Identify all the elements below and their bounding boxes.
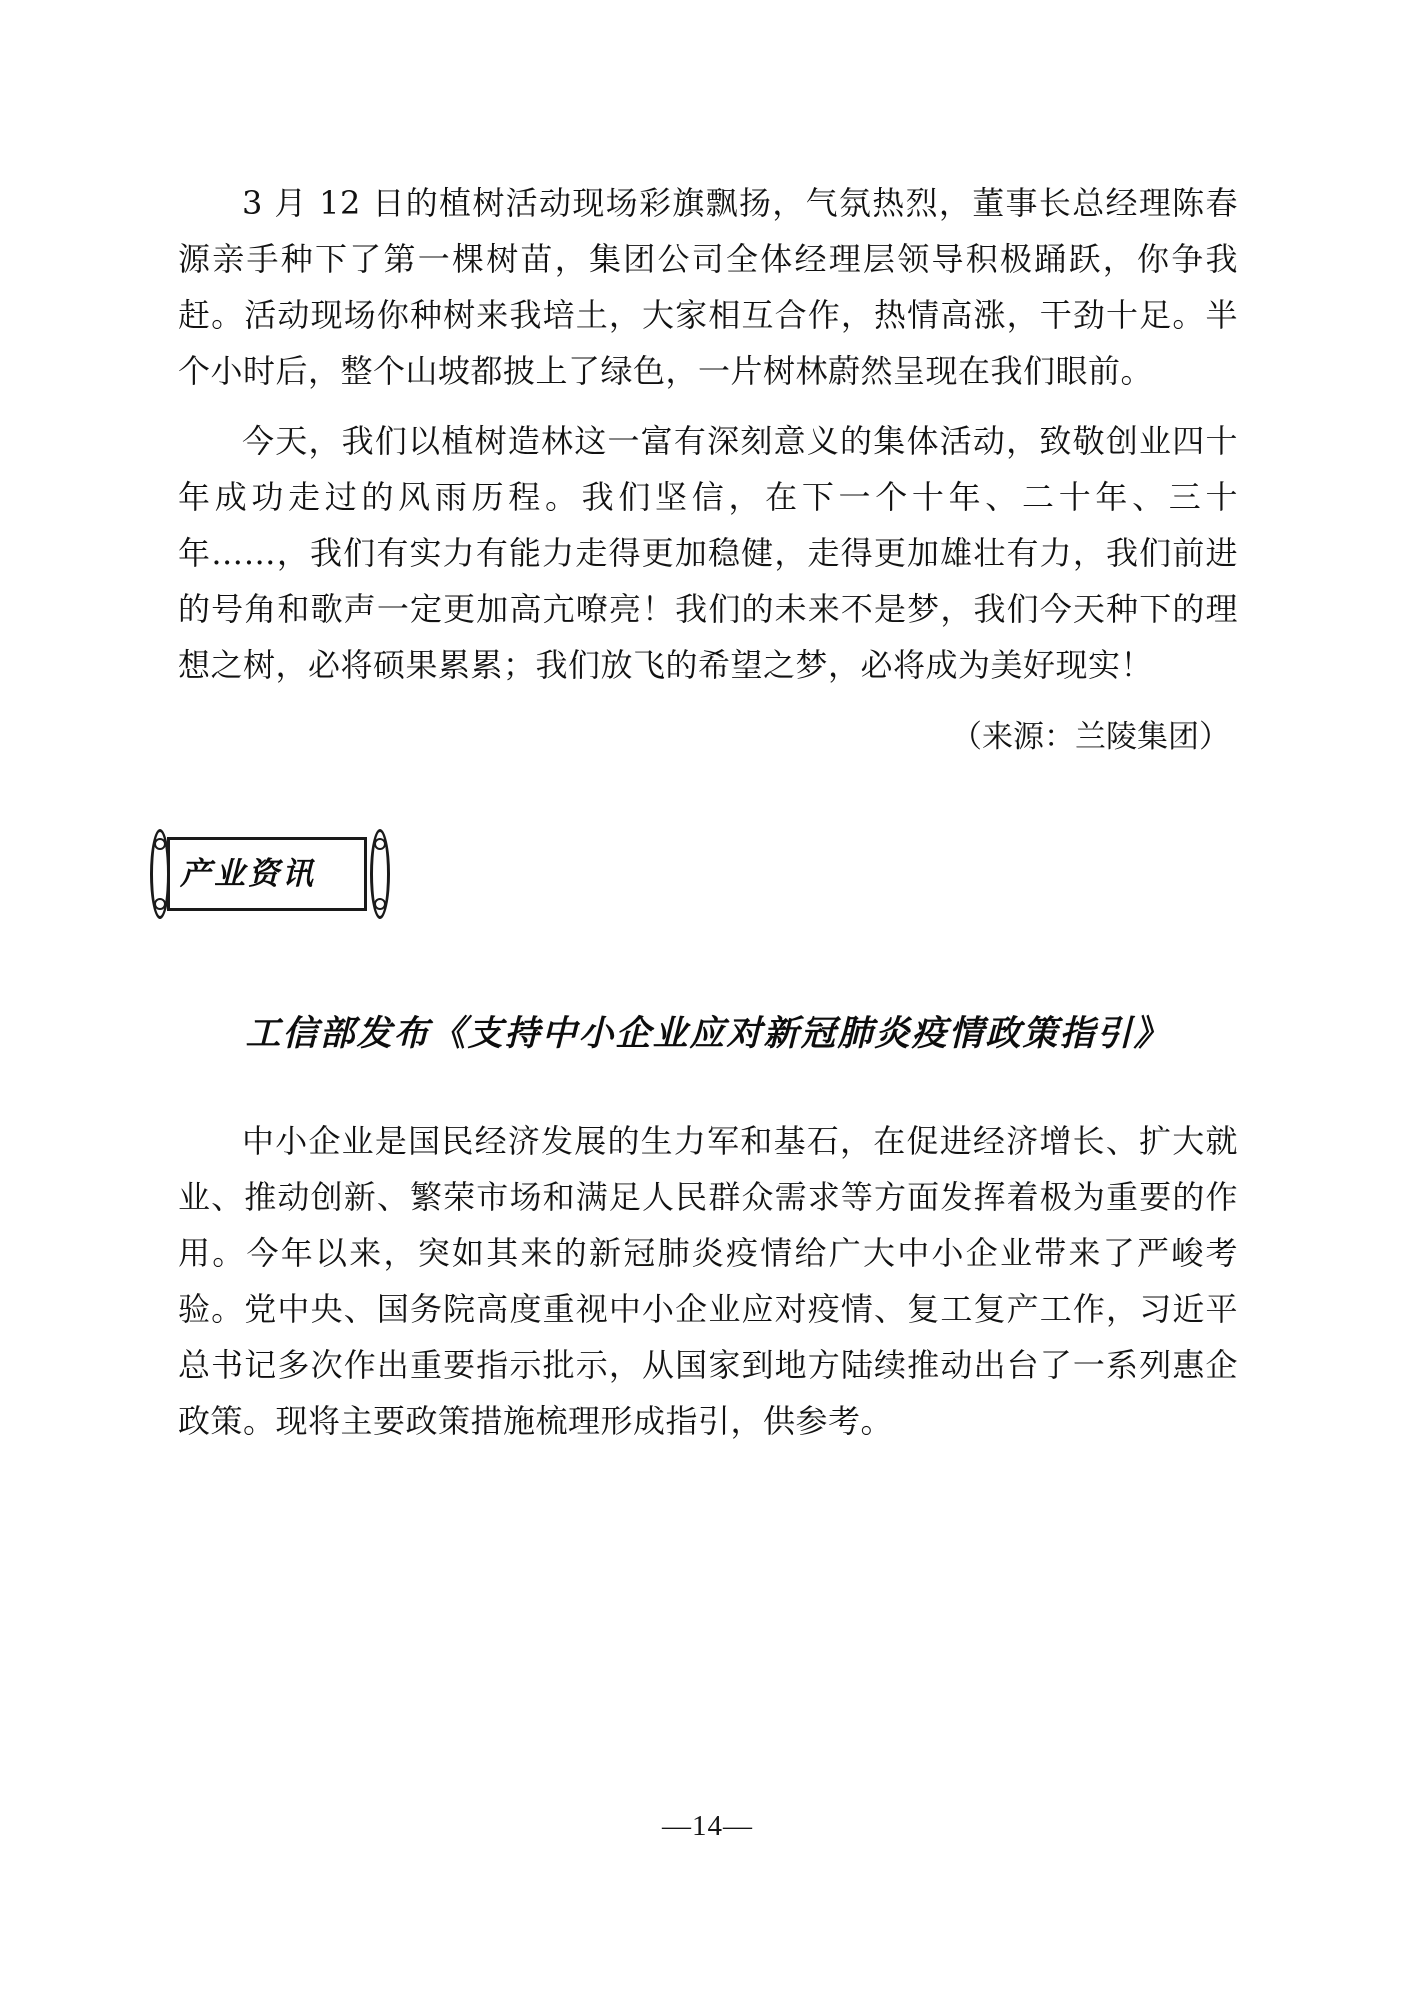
paragraph: 3 月 12 日的植树活动现场彩旗飘扬，气氛热烈，董事长总经理陈春源亲手种下了第一棵树苗，集团公司全体经理层领导积极踊跃，你争我赶。活动现场你种树来我培土，大家相互合作，热情高涨，干劲十足。半个小时后，整个山坡都披上了绿色，一片树林蔚然呈现在我们眼前。	[178, 184, 1238, 390]
paragraph: 今天，我们以植树造林这一富有深刻意义的集体活动，致敬创业四十年成功走过的风雨历程。我们坚信，在下一个十年、二十年、三十年……，我们有实力有能力走得更加稳健，走得更加雄壮有力，我们前进的号角和歌声一定更加高亢嘹亮！我们的未来不是梦，我们今天种下的理想之树，必将硕果累累；我们放飞的希望之梦，必将成为美好现实！	[178, 422, 1238, 684]
banner-scroll-right-icon	[370, 829, 390, 919]
source-attribution: （来源：兰陵集团）	[951, 719, 1230, 755]
page-content	[178, 175, 1238, 1449]
scroll-knot-icon	[154, 898, 166, 910]
article-body	[178, 1113, 1238, 1449]
scroll-knot-icon	[374, 838, 386, 850]
banner-scroll-left-icon	[150, 829, 170, 919]
section-banner-label: 产业资讯	[180, 856, 316, 892]
article-title: 工信部发布《支持中小企业应对新冠肺炎疫情政策指引》	[245, 1013, 1171, 1054]
scroll-knot-icon	[374, 898, 386, 910]
scroll-knot-icon	[154, 838, 166, 850]
paragraph: 中小企业是国民经济发展的生力军和基石，在促进经济增长、扩大就业、推动创新、繁荣市场和满足人民群众需求等方面发挥着极为重要的作用。今年以来，突如其来的新冠肺炎疫情给广大中小企业带来了严峻考验。党中央、国务院高度重视中小企业应对疫情、复工复产工作，习近平总书记多次作出重要指示批示，从国家到地方陆续推动出台了一系列惠企政策。现将主要政策措施梳理形成指引，供参考。	[178, 1122, 1238, 1440]
section-banner	[150, 829, 390, 921]
page-number: —14—	[662, 1810, 753, 1842]
